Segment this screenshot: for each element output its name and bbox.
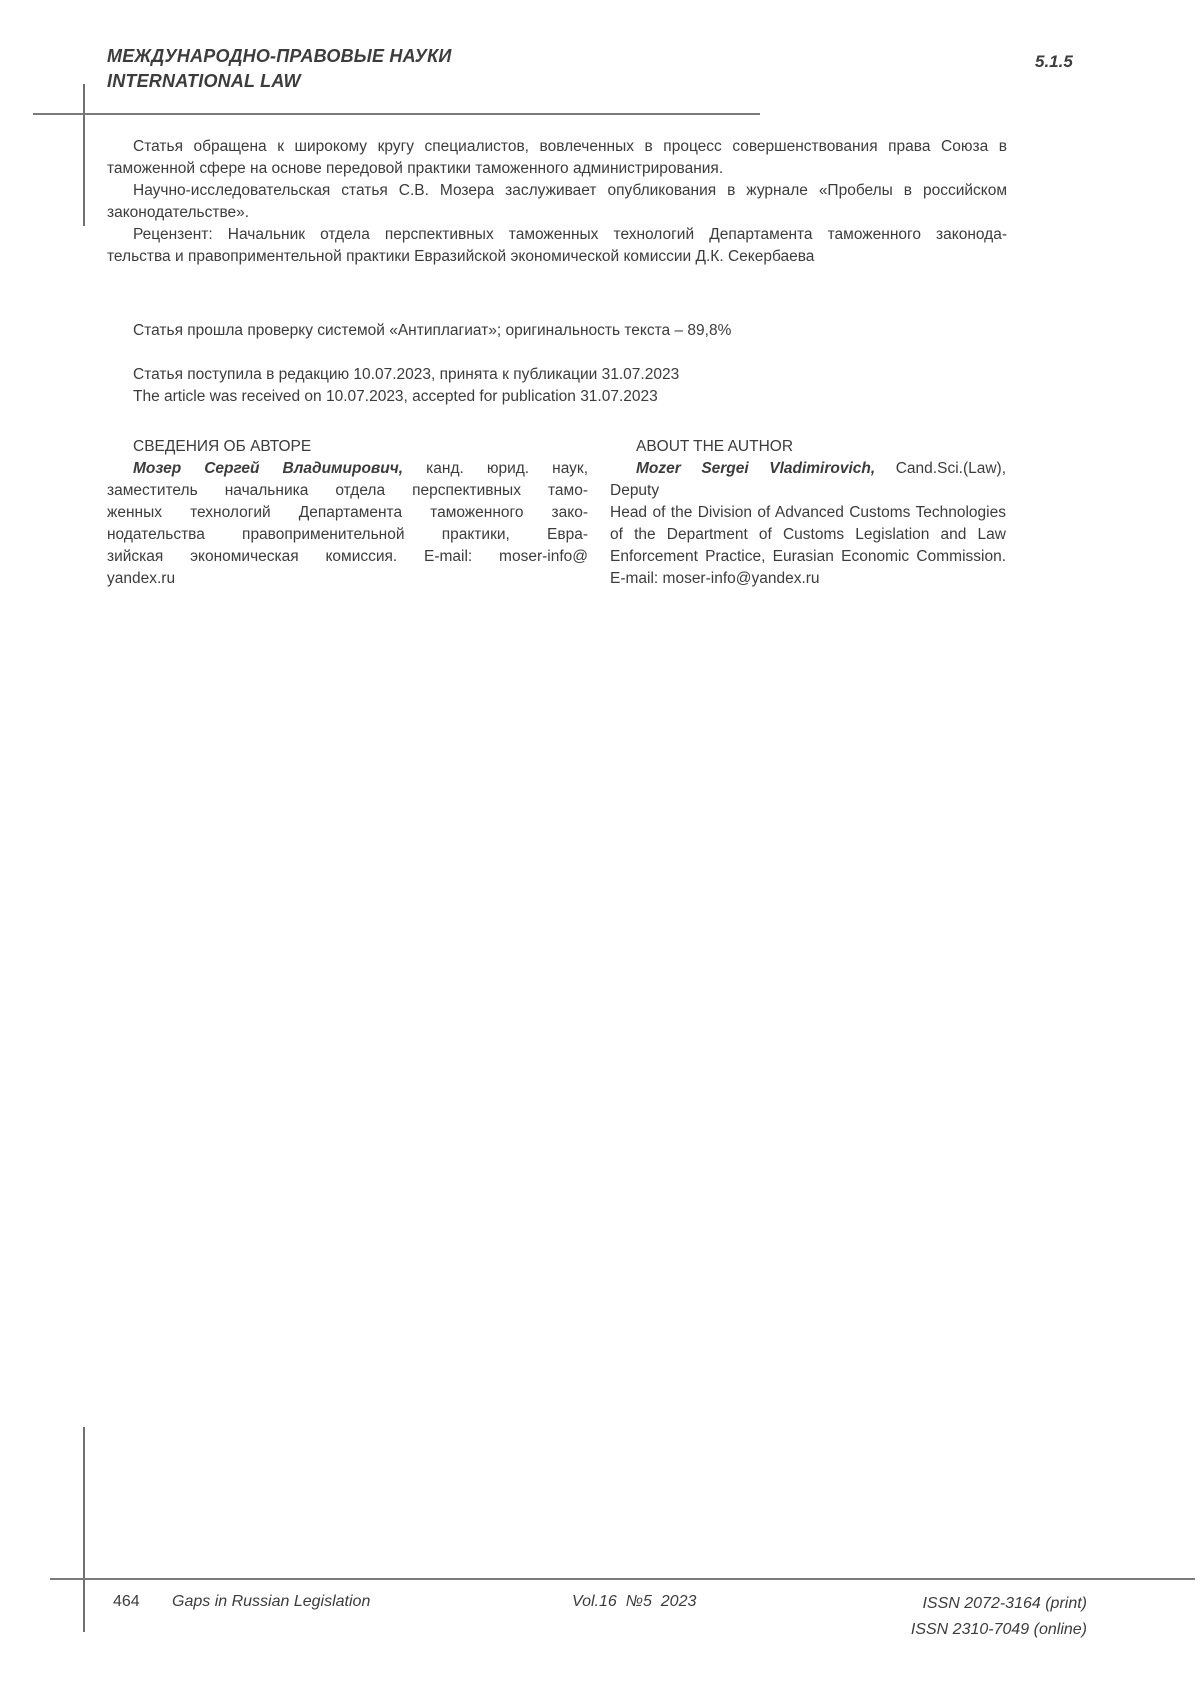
text-line: заместитель начальника отдела перспективных тамо- bbox=[107, 482, 588, 499]
text-line: Статья обращена к широкому кругу специалистов, вовлеченных в процесс совершенствования права Союза в bbox=[133, 138, 1007, 155]
footer-horizontal-rule bbox=[50, 1578, 1195, 1580]
text-line: E-mail: moser-info@yandex.ru bbox=[610, 570, 820, 587]
text-line: Научно-исследовательская статья С.В. Мозера заслуживает опубликования в журнале «Пробелы в российском bbox=[133, 182, 1007, 199]
header-horizontal-rule bbox=[33, 113, 760, 115]
text-line: законодательстве». bbox=[107, 204, 250, 221]
author-name-line-ru bbox=[107, 458, 588, 480]
author-name-line-en bbox=[610, 458, 1006, 502]
text-line: of the Department of Customs Legislation and Law bbox=[610, 526, 1006, 543]
article-dates bbox=[107, 364, 1007, 408]
review-paragraph-3 bbox=[107, 224, 1007, 268]
author-info-en-heading: ABOUT THE AUTHOR bbox=[636, 438, 794, 455]
rubric-title-en: INTERNATIONAL LAW bbox=[107, 71, 301, 91]
author-name-en: Mozer Sergei Vladimirovich, bbox=[636, 460, 876, 477]
page-number: 464 bbox=[113, 1593, 140, 1610]
text-line: таможенной сфере на основе передовой практики таможенного администрирования. bbox=[107, 160, 724, 177]
text-line: Head of the Division of Advanced Customs Technologies bbox=[610, 504, 1006, 521]
plagiarism-check-note: Статья прошла проверку системой «Антиплагиат»; оригинальность текста – 89,8% bbox=[133, 322, 732, 339]
text-line: yandex.ru bbox=[107, 570, 176, 587]
text-line: Enforcement Practice, Eurasian Economic Commission. bbox=[610, 548, 1006, 565]
author-degree-en: Cand.Sci.(Law), Deputy bbox=[610, 460, 1007, 499]
issn-print: ISSN 2072-3164 (print) bbox=[922, 1595, 1087, 1612]
received-date-en: The article was received on 10.07.2023, accepted for publication 31.07.2023 bbox=[133, 388, 658, 405]
author-info-ru-heading: СВЕДЕНИЯ ОБ АВТОРЕ bbox=[133, 438, 312, 455]
text-line: тельства и правоприментельной практики Евразийской экономической комиссии Д.К. Секербаева bbox=[107, 248, 815, 265]
footer-left-vertical-rule bbox=[83, 1427, 85, 1632]
author-info-en bbox=[610, 436, 1006, 590]
review-paragraph-1 bbox=[107, 136, 1007, 180]
text-line: зийская экономическая комиссия. E-mail: moser-info@ bbox=[107, 548, 588, 565]
section-rubric bbox=[107, 44, 451, 94]
text-line: женных технологий Департамента таможенного зако- bbox=[107, 504, 588, 521]
specialty-code: 5.1.5 bbox=[1035, 52, 1073, 71]
text-line: нодательства правоприменительной практики, Евра- bbox=[107, 526, 588, 543]
text-line: Рецензент: Начальник отдела перспективных таможенных технологий Департамента таможенного законода- bbox=[133, 226, 1007, 243]
issn-block bbox=[911, 1591, 1087, 1643]
received-date-ru: Статья поступила в редакцию 10.07.2023, принята к публикации 31.07.2023 bbox=[133, 366, 680, 383]
author-degree-ru: канд. юрид. наук, bbox=[403, 460, 589, 477]
top-left-vertical-rule bbox=[83, 84, 85, 226]
author-info-ru bbox=[107, 436, 588, 590]
rubric-title-ru: МЕЖДУНАРОДНО-ПРАВОВЫЕ НАУКИ bbox=[107, 46, 452, 66]
review-text-block bbox=[107, 136, 1007, 268]
author-description-ru bbox=[107, 480, 588, 590]
author-description-en bbox=[610, 502, 1006, 590]
review-paragraph-2 bbox=[107, 180, 1007, 224]
journal-title: Gaps in Russian Legislation bbox=[172, 1593, 371, 1610]
author-name-ru: Мозер Сергей Владимирович, bbox=[133, 460, 404, 477]
issn-online: ISSN 2310-7049 (online) bbox=[910, 1621, 1087, 1638]
volume-issue-year: Vol.16 №5 2023 bbox=[572, 1593, 697, 1610]
